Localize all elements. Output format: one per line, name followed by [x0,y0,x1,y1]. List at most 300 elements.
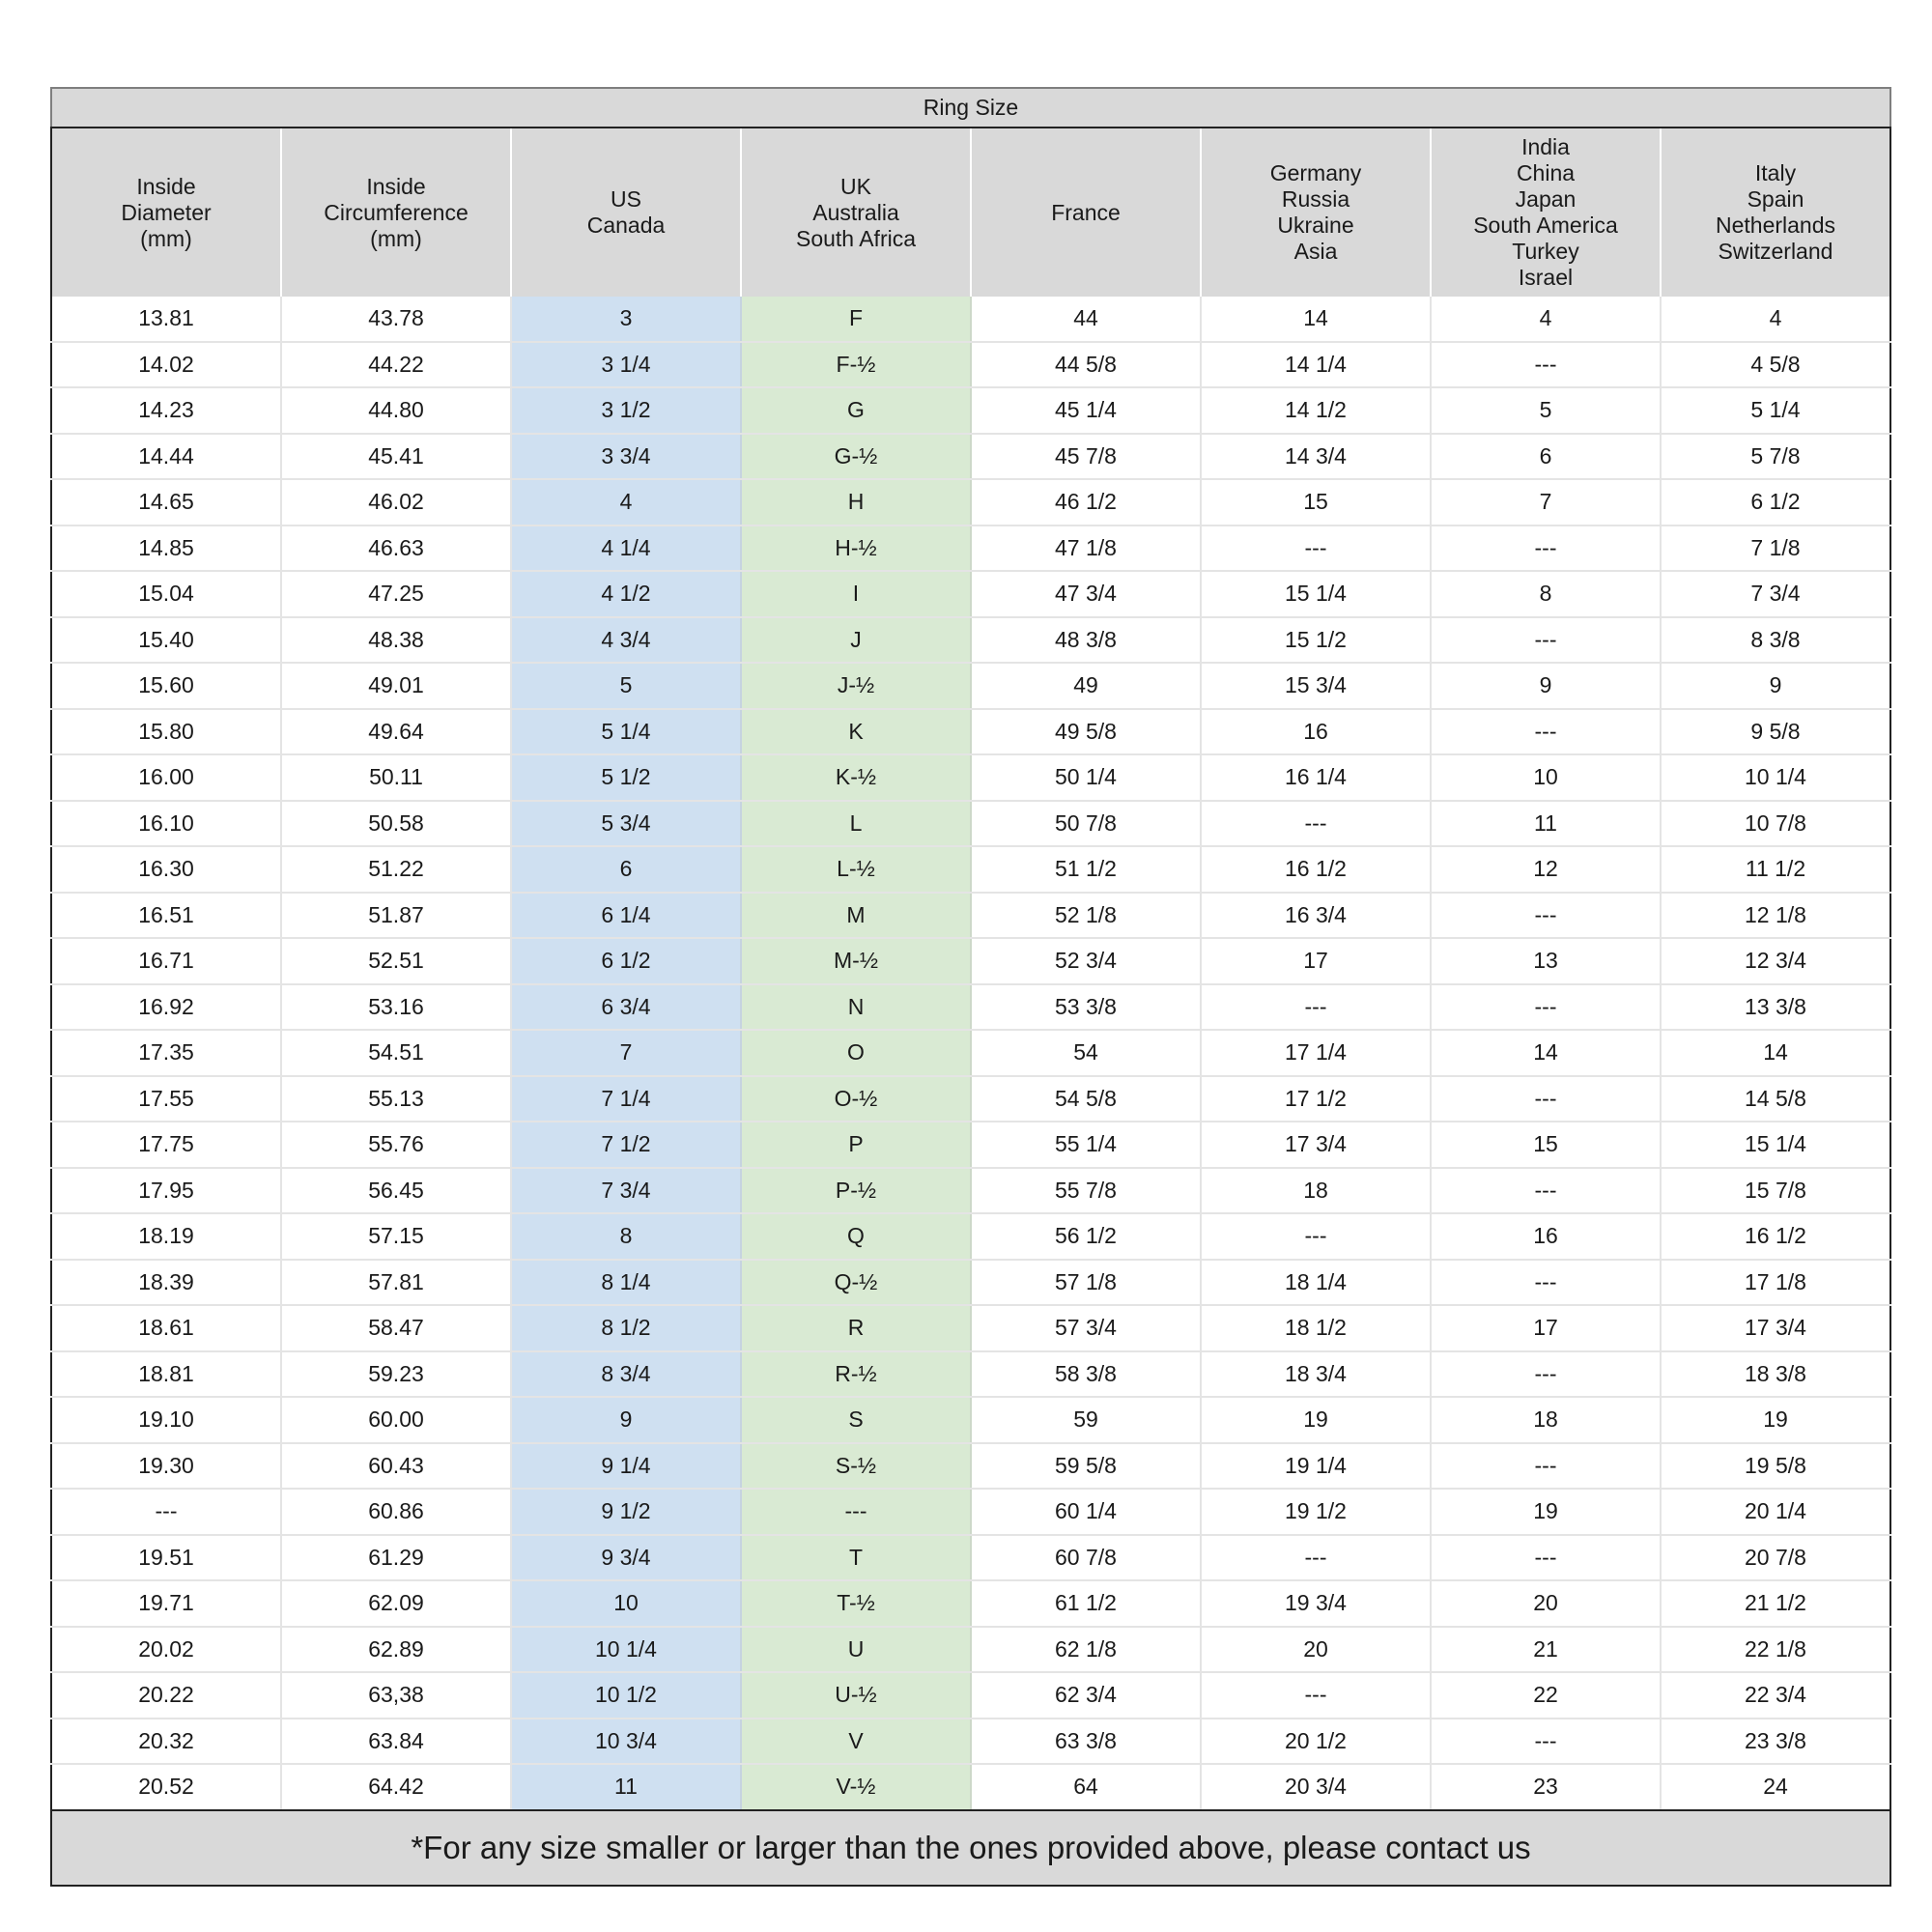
cell-inside-circumference: 44.22 [281,342,511,388]
cell-inside-circumference: 55.76 [281,1122,511,1168]
table-row [51,846,1890,893]
cell-germany-russia-ukraine-asia: --- [1201,1213,1431,1260]
table-row [51,1260,1890,1306]
cell-inside-circumference: 50.58 [281,801,511,847]
cell-uk-australia-south-africa: V-½ [741,1764,971,1810]
cell-us-canada: 10 3/4 [511,1719,741,1765]
cell-germany-russia-ukraine-asia: 18 [1201,1168,1431,1214]
cell-italy-spain-netherlands-switzerland: 18 3/8 [1661,1351,1890,1398]
cell-inside-circumference: 43.78 [281,297,511,342]
cell-uk-australia-south-africa: S-½ [741,1443,971,1490]
cell-us-canada: 5 1/4 [511,709,741,755]
table-row [51,1168,1890,1214]
column-header-line: (mm) [370,225,422,251]
cell-germany-russia-ukraine-asia: 16 1/4 [1201,754,1431,801]
cell-germany-russia-ukraine-asia: 18 3/4 [1201,1351,1431,1398]
cell-us-canada: 3 1/2 [511,387,741,434]
table-row [51,1489,1890,1535]
cell-india-china-japan-south-america-turkey-israel: 5 [1431,387,1661,434]
cell-italy-spain-netherlands-switzerland: 23 3/8 [1661,1719,1890,1765]
column-header-row [51,128,1890,297]
cell-france: 55 1/4 [971,1122,1201,1168]
cell-france: 57 1/8 [971,1260,1201,1306]
cell-us-canada: 10 [511,1580,741,1627]
cell-france: 50 1/4 [971,754,1201,801]
table-row [51,479,1890,526]
cell-germany-russia-ukraine-asia: 17 1/4 [1201,1030,1431,1076]
cell-italy-spain-netherlands-switzerland: 9 5/8 [1661,709,1890,755]
cell-india-china-japan-south-america-turkey-israel: 7 [1431,479,1661,526]
cell-uk-australia-south-africa: T-½ [741,1580,971,1627]
cell-uk-australia-south-africa: M [741,893,971,939]
cell-inside-circumference: 63.84 [281,1719,511,1765]
cell-france: 61 1/2 [971,1580,1201,1627]
cell-germany-russia-ukraine-asia: 16 3/4 [1201,893,1431,939]
table-title: Ring Size [51,88,1890,128]
cell-inside-circumference: 59.23 [281,1351,511,1398]
cell-inside-circumference: 54.51 [281,1030,511,1076]
cell-uk-australia-south-africa: S [741,1397,971,1443]
cell-france: 50 7/8 [971,801,1201,847]
cell-inside-circumference: 44.80 [281,387,511,434]
cell-us-canada: 4 3/4 [511,617,741,664]
cell-inside-diameter: 18.61 [51,1305,281,1351]
table-row [51,1351,1890,1398]
column-header-line: Canada [586,213,666,238]
cell-france: 54 [971,1030,1201,1076]
cell-india-china-japan-south-america-turkey-israel: 9 [1431,663,1661,709]
cell-uk-australia-south-africa: L-½ [741,846,971,893]
cell-italy-spain-netherlands-switzerland: 17 1/8 [1661,1260,1890,1306]
column-header-inside-circumference [281,128,511,297]
cell-germany-russia-ukraine-asia: 19 [1201,1397,1431,1443]
cell-us-canada: 9 1/4 [511,1443,741,1490]
cell-us-canada: 8 1/4 [511,1260,741,1306]
cell-italy-spain-netherlands-switzerland: 12 3/4 [1661,938,1890,984]
table-body [51,297,1890,1810]
table-row [51,1305,1890,1351]
cell-india-china-japan-south-america-turkey-israel: --- [1431,1719,1661,1765]
column-header-line: South America [1473,213,1618,238]
cell-us-canada: 4 1/2 [511,571,741,617]
column-header-line: Italy [1754,160,1797,185]
cell-germany-russia-ukraine-asia: 14 3/4 [1201,434,1431,480]
cell-germany-russia-ukraine-asia: 20 [1201,1627,1431,1673]
cell-uk-australia-south-africa: I [741,571,971,617]
cell-germany-russia-ukraine-asia: 14 [1201,297,1431,342]
cell-uk-australia-south-africa: J-½ [741,663,971,709]
cell-us-canada: 7 [511,1030,741,1076]
cell-us-canada: 9 [511,1397,741,1443]
table-row [51,1672,1890,1719]
cell-inside-diameter: 19.30 [51,1443,281,1490]
cell-italy-spain-netherlands-switzerland: 5 1/4 [1661,387,1890,434]
cell-france: 45 1/4 [971,387,1201,434]
cell-us-canada: 4 [511,479,741,526]
cell-inside-circumference: 49.01 [281,663,511,709]
cell-france: 59 [971,1397,1201,1443]
cell-us-canada: 10 1/4 [511,1627,741,1673]
table-row [51,754,1890,801]
cell-france: 48 3/8 [971,617,1201,664]
cell-india-china-japan-south-america-turkey-israel: 14 [1431,1030,1661,1076]
cell-italy-spain-netherlands-switzerland: 19 [1661,1397,1890,1443]
cell-uk-australia-south-africa: --- [741,1489,971,1535]
cell-inside-circumference: 60.00 [281,1397,511,1443]
cell-inside-circumference: 63,38 [281,1672,511,1719]
cell-france: 49 [971,663,1201,709]
cell-inside-diameter: 18.19 [51,1213,281,1260]
cell-italy-spain-netherlands-switzerland: 12 1/8 [1661,893,1890,939]
cell-uk-australia-south-africa: R [741,1305,971,1351]
table-row [51,1397,1890,1443]
cell-france: 60 7/8 [971,1535,1201,1581]
column-header-line: South Africa [795,225,917,251]
cell-inside-diameter: 20.32 [51,1719,281,1765]
cell-india-china-japan-south-america-turkey-israel: --- [1431,617,1661,664]
cell-inside-diameter: 14.23 [51,387,281,434]
cell-uk-australia-south-africa: F-½ [741,342,971,388]
cell-us-canada: 5 [511,663,741,709]
cell-italy-spain-netherlands-switzerland: 22 3/4 [1661,1672,1890,1719]
table-row [51,938,1890,984]
cell-inside-diameter: 14.65 [51,479,281,526]
table-title-row [51,88,1890,128]
table-row [51,1213,1890,1260]
cell-france: 55 7/8 [971,1168,1201,1214]
table-row [51,1122,1890,1168]
cell-italy-spain-netherlands-switzerland: 17 3/4 [1661,1305,1890,1351]
cell-inside-circumference: 53.16 [281,984,511,1031]
cell-inside-circumference: 51.22 [281,846,511,893]
cell-uk-australia-south-africa: O [741,1030,971,1076]
cell-india-china-japan-south-america-turkey-israel: 20 [1431,1580,1661,1627]
cell-france: 63 3/8 [971,1719,1201,1765]
cell-uk-australia-south-africa: T [741,1535,971,1581]
table-row [51,1580,1890,1627]
cell-italy-spain-netherlands-switzerland: 22 1/8 [1661,1627,1890,1673]
cell-india-china-japan-south-america-turkey-israel: --- [1431,1535,1661,1581]
cell-inside-diameter: 17.75 [51,1122,281,1168]
cell-france: 47 1/8 [971,526,1201,572]
cell-us-canada: 7 3/4 [511,1168,741,1214]
ring-size-table [50,87,1891,1811]
cell-germany-russia-ukraine-asia: 15 1/2 [1201,617,1431,664]
table-row [51,709,1890,755]
cell-uk-australia-south-africa: G [741,387,971,434]
column-header-line: US [611,186,641,212]
cell-india-china-japan-south-america-turkey-israel: 19 [1431,1489,1661,1535]
cell-us-canada: 4 1/4 [511,526,741,572]
column-header-line: Turkey [1512,239,1579,264]
cell-uk-australia-south-africa: P-½ [741,1168,971,1214]
cell-italy-spain-netherlands-switzerland: 16 1/2 [1661,1213,1890,1260]
cell-india-china-japan-south-america-turkey-israel: 13 [1431,938,1661,984]
cell-germany-russia-ukraine-asia: --- [1201,1535,1431,1581]
cell-inside-circumference: 58.47 [281,1305,511,1351]
column-header-line: Inside [366,173,426,199]
cell-us-canada: 10 1/2 [511,1672,741,1719]
cell-inside-diameter: 15.40 [51,617,281,664]
cell-india-china-japan-south-america-turkey-israel: --- [1431,984,1661,1031]
cell-france: 62 1/8 [971,1627,1201,1673]
cell-inside-diameter: 19.71 [51,1580,281,1627]
cell-uk-australia-south-africa: Q [741,1213,971,1260]
column-header-line: France [1051,199,1121,225]
cell-inside-diameter: 16.71 [51,938,281,984]
cell-india-china-japan-south-america-turkey-israel: 4 [1431,297,1661,342]
cell-germany-russia-ukraine-asia: 19 1/2 [1201,1489,1431,1535]
cell-us-canada: 11 [511,1764,741,1810]
cell-india-china-japan-south-america-turkey-israel: 8 [1431,571,1661,617]
cell-uk-australia-south-africa: V [741,1719,971,1765]
column-header-line: Ukraine [1277,213,1354,238]
column-header-line: Japan [1515,186,1577,212]
cell-france: 53 3/8 [971,984,1201,1031]
cell-inside-circumference: 49.64 [281,709,511,755]
column-header-germany-russia-ukraine-asia [1201,128,1431,297]
table-row [51,1535,1890,1581]
cell-uk-australia-south-africa: L [741,801,971,847]
cell-india-china-japan-south-america-turkey-israel: 17 [1431,1305,1661,1351]
column-header-line: Netherlands [1715,213,1836,238]
cell-inside-diameter: 16.30 [51,846,281,893]
cell-italy-spain-netherlands-switzerland: 10 7/8 [1661,801,1890,847]
cell-inside-diameter: 20.52 [51,1764,281,1810]
cell-france: 45 7/8 [971,434,1201,480]
cell-us-canada: 5 3/4 [511,801,741,847]
cell-italy-spain-netherlands-switzerland: 4 [1661,297,1890,342]
cell-france: 56 1/2 [971,1213,1201,1260]
cell-inside-circumference: 50.11 [281,754,511,801]
cell-uk-australia-south-africa: U-½ [741,1672,971,1719]
cell-france: 52 1/8 [971,893,1201,939]
cell-uk-australia-south-africa: F [741,297,971,342]
cell-italy-spain-netherlands-switzerland: 11 1/2 [1661,846,1890,893]
table-row [51,526,1890,572]
cell-uk-australia-south-africa: P [741,1122,971,1168]
cell-italy-spain-netherlands-switzerland: 15 7/8 [1661,1168,1890,1214]
cell-italy-spain-netherlands-switzerland: 14 5/8 [1661,1076,1890,1122]
table-row [51,984,1890,1031]
cell-inside-diameter: 15.60 [51,663,281,709]
cell-france: 57 3/4 [971,1305,1201,1351]
cell-germany-russia-ukraine-asia: 19 1/4 [1201,1443,1431,1490]
cell-india-china-japan-south-america-turkey-israel: 21 [1431,1627,1661,1673]
cell-us-canada: 8 3/4 [511,1351,741,1398]
cell-inside-diameter: 16.51 [51,893,281,939]
cell-india-china-japan-south-america-turkey-israel: --- [1431,342,1661,388]
cell-italy-spain-netherlands-switzerland: 13 3/8 [1661,984,1890,1031]
cell-us-canada: 9 1/2 [511,1489,741,1535]
cell-inside-diameter: 19.51 [51,1535,281,1581]
cell-germany-russia-ukraine-asia: 16 [1201,709,1431,755]
cell-india-china-japan-south-america-turkey-israel: --- [1431,1076,1661,1122]
column-header-us-canada [511,128,741,297]
table-row [51,1764,1890,1810]
cell-inside-diameter: 13.81 [51,297,281,342]
cell-italy-spain-netherlands-switzerland: 20 7/8 [1661,1535,1890,1581]
cell-germany-russia-ukraine-asia: 15 1/4 [1201,571,1431,617]
table-row [51,571,1890,617]
cell-italy-spain-netherlands-switzerland: 24 [1661,1764,1890,1810]
column-header-line: Israel [1518,265,1574,290]
cell-inside-diameter: 18.81 [51,1351,281,1398]
column-header-line: China [1516,160,1576,185]
column-header-line: Spain [1747,186,1804,212]
cell-germany-russia-ukraine-asia: 14 1/2 [1201,387,1431,434]
table-row [51,1076,1890,1122]
cell-inside-circumference: 45.41 [281,434,511,480]
table-row [51,1719,1890,1765]
cell-india-china-japan-south-america-turkey-israel: 23 [1431,1764,1661,1810]
cell-inside-circumference: 60.86 [281,1489,511,1535]
cell-us-canada: 6 1/4 [511,893,741,939]
cell-us-canada: 6 3/4 [511,984,741,1031]
cell-uk-australia-south-africa: G-½ [741,434,971,480]
cell-italy-spain-netherlands-switzerland: 21 1/2 [1661,1580,1890,1627]
cell-us-canada: 7 1/4 [511,1076,741,1122]
cell-india-china-japan-south-america-turkey-israel: 6 [1431,434,1661,480]
cell-inside-diameter: 20.22 [51,1672,281,1719]
cell-inside-circumference: 61.29 [281,1535,511,1581]
cell-uk-australia-south-africa: O-½ [741,1076,971,1122]
column-header-line: (mm) [140,225,192,251]
cell-inside-diameter: 14.02 [51,342,281,388]
table-row [51,297,1890,342]
cell-inside-diameter: 14.85 [51,526,281,572]
cell-us-canada: 5 1/2 [511,754,741,801]
table-row [51,1030,1890,1076]
cell-italy-spain-netherlands-switzerland: 9 [1661,663,1890,709]
cell-france: 44 [971,297,1201,342]
column-header-line: India [1521,134,1570,159]
column-header-inside-diameter [51,128,281,297]
cell-france: 54 5/8 [971,1076,1201,1122]
table-row [51,434,1890,480]
table-row [51,1627,1890,1673]
cell-inside-circumference: 46.02 [281,479,511,526]
cell-uk-australia-south-africa: N [741,984,971,1031]
cell-italy-spain-netherlands-switzerland: 20 1/4 [1661,1489,1890,1535]
cell-inside-diameter: 19.10 [51,1397,281,1443]
cell-uk-australia-south-africa: R-½ [741,1351,971,1398]
table-row [51,342,1890,388]
cell-inside-diameter: 15.80 [51,709,281,755]
cell-france: 58 3/8 [971,1351,1201,1398]
cell-germany-russia-ukraine-asia: 18 1/2 [1201,1305,1431,1351]
cell-inside-diameter: 20.02 [51,1627,281,1673]
cell-france: 51 1/2 [971,846,1201,893]
column-header-line: Asia [1293,239,1338,264]
cell-india-china-japan-south-america-turkey-israel: 22 [1431,1672,1661,1719]
cell-inside-circumference: 47.25 [281,571,511,617]
cell-france: 49 5/8 [971,709,1201,755]
column-header-line: Russia [1281,186,1350,212]
cell-india-china-japan-south-america-turkey-israel: --- [1431,1168,1661,1214]
cell-inside-circumference: 57.15 [281,1213,511,1260]
cell-germany-russia-ukraine-asia: --- [1201,1672,1431,1719]
cell-germany-russia-ukraine-asia: --- [1201,526,1431,572]
cell-india-china-japan-south-america-turkey-israel: 18 [1431,1397,1661,1443]
cell-france: 52 3/4 [971,938,1201,984]
cell-inside-diameter: --- [51,1489,281,1535]
cell-india-china-japan-south-america-turkey-israel: --- [1431,1260,1661,1306]
cell-us-canada: 9 3/4 [511,1535,741,1581]
cell-germany-russia-ukraine-asia: 17 [1201,938,1431,984]
cell-italy-spain-netherlands-switzerland: 7 1/8 [1661,526,1890,572]
cell-india-china-japan-south-america-turkey-israel: 12 [1431,846,1661,893]
cell-france: 47 3/4 [971,571,1201,617]
cell-india-china-japan-south-america-turkey-israel: 16 [1431,1213,1661,1260]
cell-inside-circumference: 60.43 [281,1443,511,1490]
cell-uk-australia-south-africa: U [741,1627,971,1673]
cell-germany-russia-ukraine-asia: 20 3/4 [1201,1764,1431,1810]
cell-india-china-japan-south-america-turkey-israel: --- [1431,893,1661,939]
cell-germany-russia-ukraine-asia: 14 1/4 [1201,342,1431,388]
column-header-line: Circumference [324,199,469,225]
cell-inside-circumference: 46.63 [281,526,511,572]
cell-us-canada: 8 1/2 [511,1305,741,1351]
cell-us-canada: 3 1/4 [511,342,741,388]
cell-inside-circumference: 51.87 [281,893,511,939]
cell-india-china-japan-south-america-turkey-israel: 11 [1431,801,1661,847]
cell-india-china-japan-south-america-turkey-israel: --- [1431,1443,1661,1490]
cell-germany-russia-ukraine-asia: 17 3/4 [1201,1122,1431,1168]
cell-us-canada: 6 1/2 [511,938,741,984]
cell-us-canada: 3 [511,297,741,342]
cell-italy-spain-netherlands-switzerland: 8 3/8 [1661,617,1890,664]
cell-germany-russia-ukraine-asia: --- [1201,801,1431,847]
cell-inside-diameter: 17.55 [51,1076,281,1122]
cell-us-canada: 8 [511,1213,741,1260]
cell-italy-spain-netherlands-switzerland: 4 5/8 [1661,342,1890,388]
cell-italy-spain-netherlands-switzerland: 5 7/8 [1661,434,1890,480]
cell-inside-diameter: 16.10 [51,801,281,847]
cell-inside-circumference: 57.81 [281,1260,511,1306]
cell-france: 59 5/8 [971,1443,1201,1490]
cell-uk-australia-south-africa: H [741,479,971,526]
cell-germany-russia-ukraine-asia: 18 1/4 [1201,1260,1431,1306]
cell-france: 44 5/8 [971,342,1201,388]
column-header-line: Diameter [121,199,212,225]
column-header-line: Switzerland [1718,239,1833,264]
cell-italy-spain-netherlands-switzerland: 6 1/2 [1661,479,1890,526]
cell-france: 64 [971,1764,1201,1810]
ring-size-chart [50,87,1891,1887]
cell-italy-spain-netherlands-switzerland: 7 3/4 [1661,571,1890,617]
cell-uk-australia-south-africa: K [741,709,971,755]
cell-inside-circumference: 48.38 [281,617,511,664]
cell-germany-russia-ukraine-asia: 15 3/4 [1201,663,1431,709]
cell-france: 62 3/4 [971,1672,1201,1719]
cell-us-canada: 6 [511,846,741,893]
cell-germany-russia-ukraine-asia: 15 [1201,479,1431,526]
cell-italy-spain-netherlands-switzerland: 14 [1661,1030,1890,1076]
cell-inside-diameter: 17.95 [51,1168,281,1214]
column-header-line: Australia [812,199,899,225]
cell-inside-diameter: 16.92 [51,984,281,1031]
cell-india-china-japan-south-america-turkey-israel: --- [1431,1351,1661,1398]
cell-germany-russia-ukraine-asia: --- [1201,984,1431,1031]
cell-italy-spain-netherlands-switzerland: 15 1/4 [1661,1122,1890,1168]
cell-france: 46 1/2 [971,479,1201,526]
cell-us-canada: 3 3/4 [511,434,741,480]
table-row [51,387,1890,434]
column-header-uk-australia-south-africa [741,128,971,297]
cell-inside-circumference: 64.42 [281,1764,511,1810]
cell-inside-circumference: 56.45 [281,1168,511,1214]
